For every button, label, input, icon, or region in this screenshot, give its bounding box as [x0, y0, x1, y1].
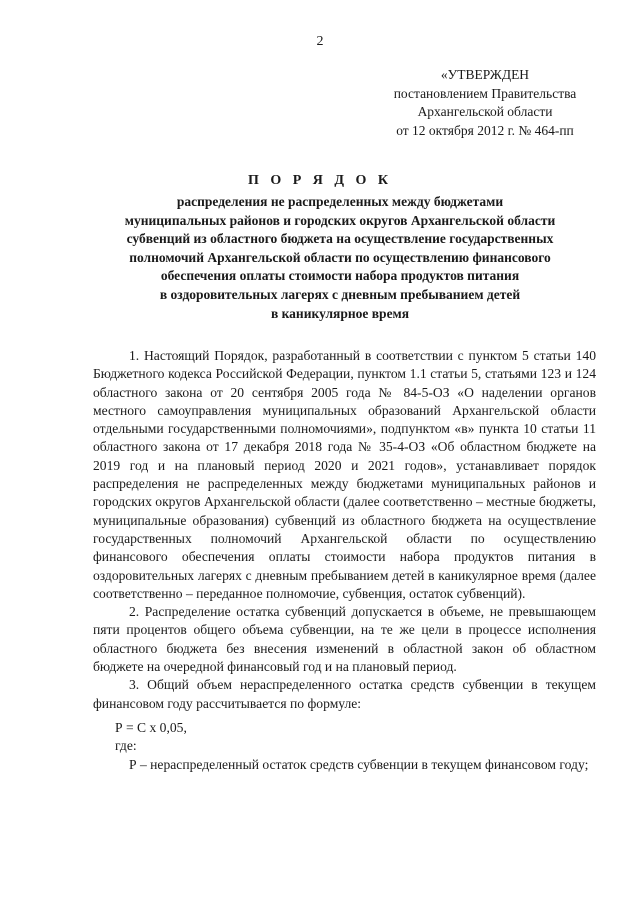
paragraph-1: 1. Настоящий Порядок, разработанный в соответствии с пунктом 5 статьи 140 Бюджетного кодекса Российской Федерации, пунктом 1.1 статьи 5, статьями 123 и 124 областного закона от 20 сентября 2005 года № 84-5-ОЗ «О наделении органов местного самоуправления муниципальных образований Архангельской области отдельными государственными полномочиями», подпунктом «в» пункта 10 статьи 11 областного закона от 17 декабря 2018 года № 35-4-ОЗ «Об областном бюджете на 2019 год и на плановый период 2020 и 2021 годов», устанавливает порядок распределения не распределенных между бюджетами муниципальных районов и городских округов Архангельской области (далее соответственно – местные бюджеты, муниципальные образования) субвенций из областного бюджета на осуществление государственных полномочий Архангельской области по осуществлению финансового обеспечения оплаты стоимости набора продуктов питания в оздоровительных лагерях с дневным пребыванием детей в каникулярное время (далее соответственно – переданное полномочие, субвенция, остаток субвенций). [93, 348, 596, 601]
document-subtitle [60, 193, 620, 323]
paragraph-3: 3. Общий объем нераспределенного остатка средств субвенции в текущем финансовом году рассчитывается по формуле: [93, 677, 596, 711]
subtitle-line: муниципальных районов и городских округов Архангельской области [124, 212, 556, 228]
approval-line-approved: «УТВЕРЖДЕН [440, 67, 530, 82]
subtitle-line: субвенций из областного бюджета на осуществление государственных [126, 231, 554, 247]
paragraph-2: 2. Распределение остатка субвенций допускается в объеме, не превышающем пяти процентов общего объема субвенции, на те же цели в процессе исполнения областного бюджета без внесения изменений в областной закон об областном бюджете на очередной финансовый год и на плановый период. [93, 604, 596, 675]
page-number: 2 [316, 34, 324, 49]
subtitle-line: полномочий Архангельской области по осуществлению финансового [129, 249, 551, 265]
formula-where: где: [115, 738, 137, 754]
subtitle-line: распределения не распределенных между бюджетами [176, 194, 504, 209]
approval-stamp [360, 66, 610, 140]
subtitle-line: обеспечения оплаты стоимости набора продуктов питания [160, 268, 520, 284]
approval-line-region: Архангельской области [417, 104, 553, 119]
subtitle-line: в каникулярное время [270, 305, 410, 321]
paragraph-definition: Р – нераспределенный остаток средств субвенции в текущем финансовом году; [129, 756, 589, 772]
subtitle-line: в оздоровительных лагерях с дневным пребыванием детей [159, 286, 521, 302]
approval-line-date: от 12 октября 2012 г. № 464-пп [396, 122, 574, 138]
approval-line-resolution: постановлением Правительства [393, 85, 577, 101]
document-body [93, 347, 596, 774]
document-title: П О Р Я Д О К [247, 173, 393, 188]
formula: Р = С х 0,05, [115, 719, 187, 735]
